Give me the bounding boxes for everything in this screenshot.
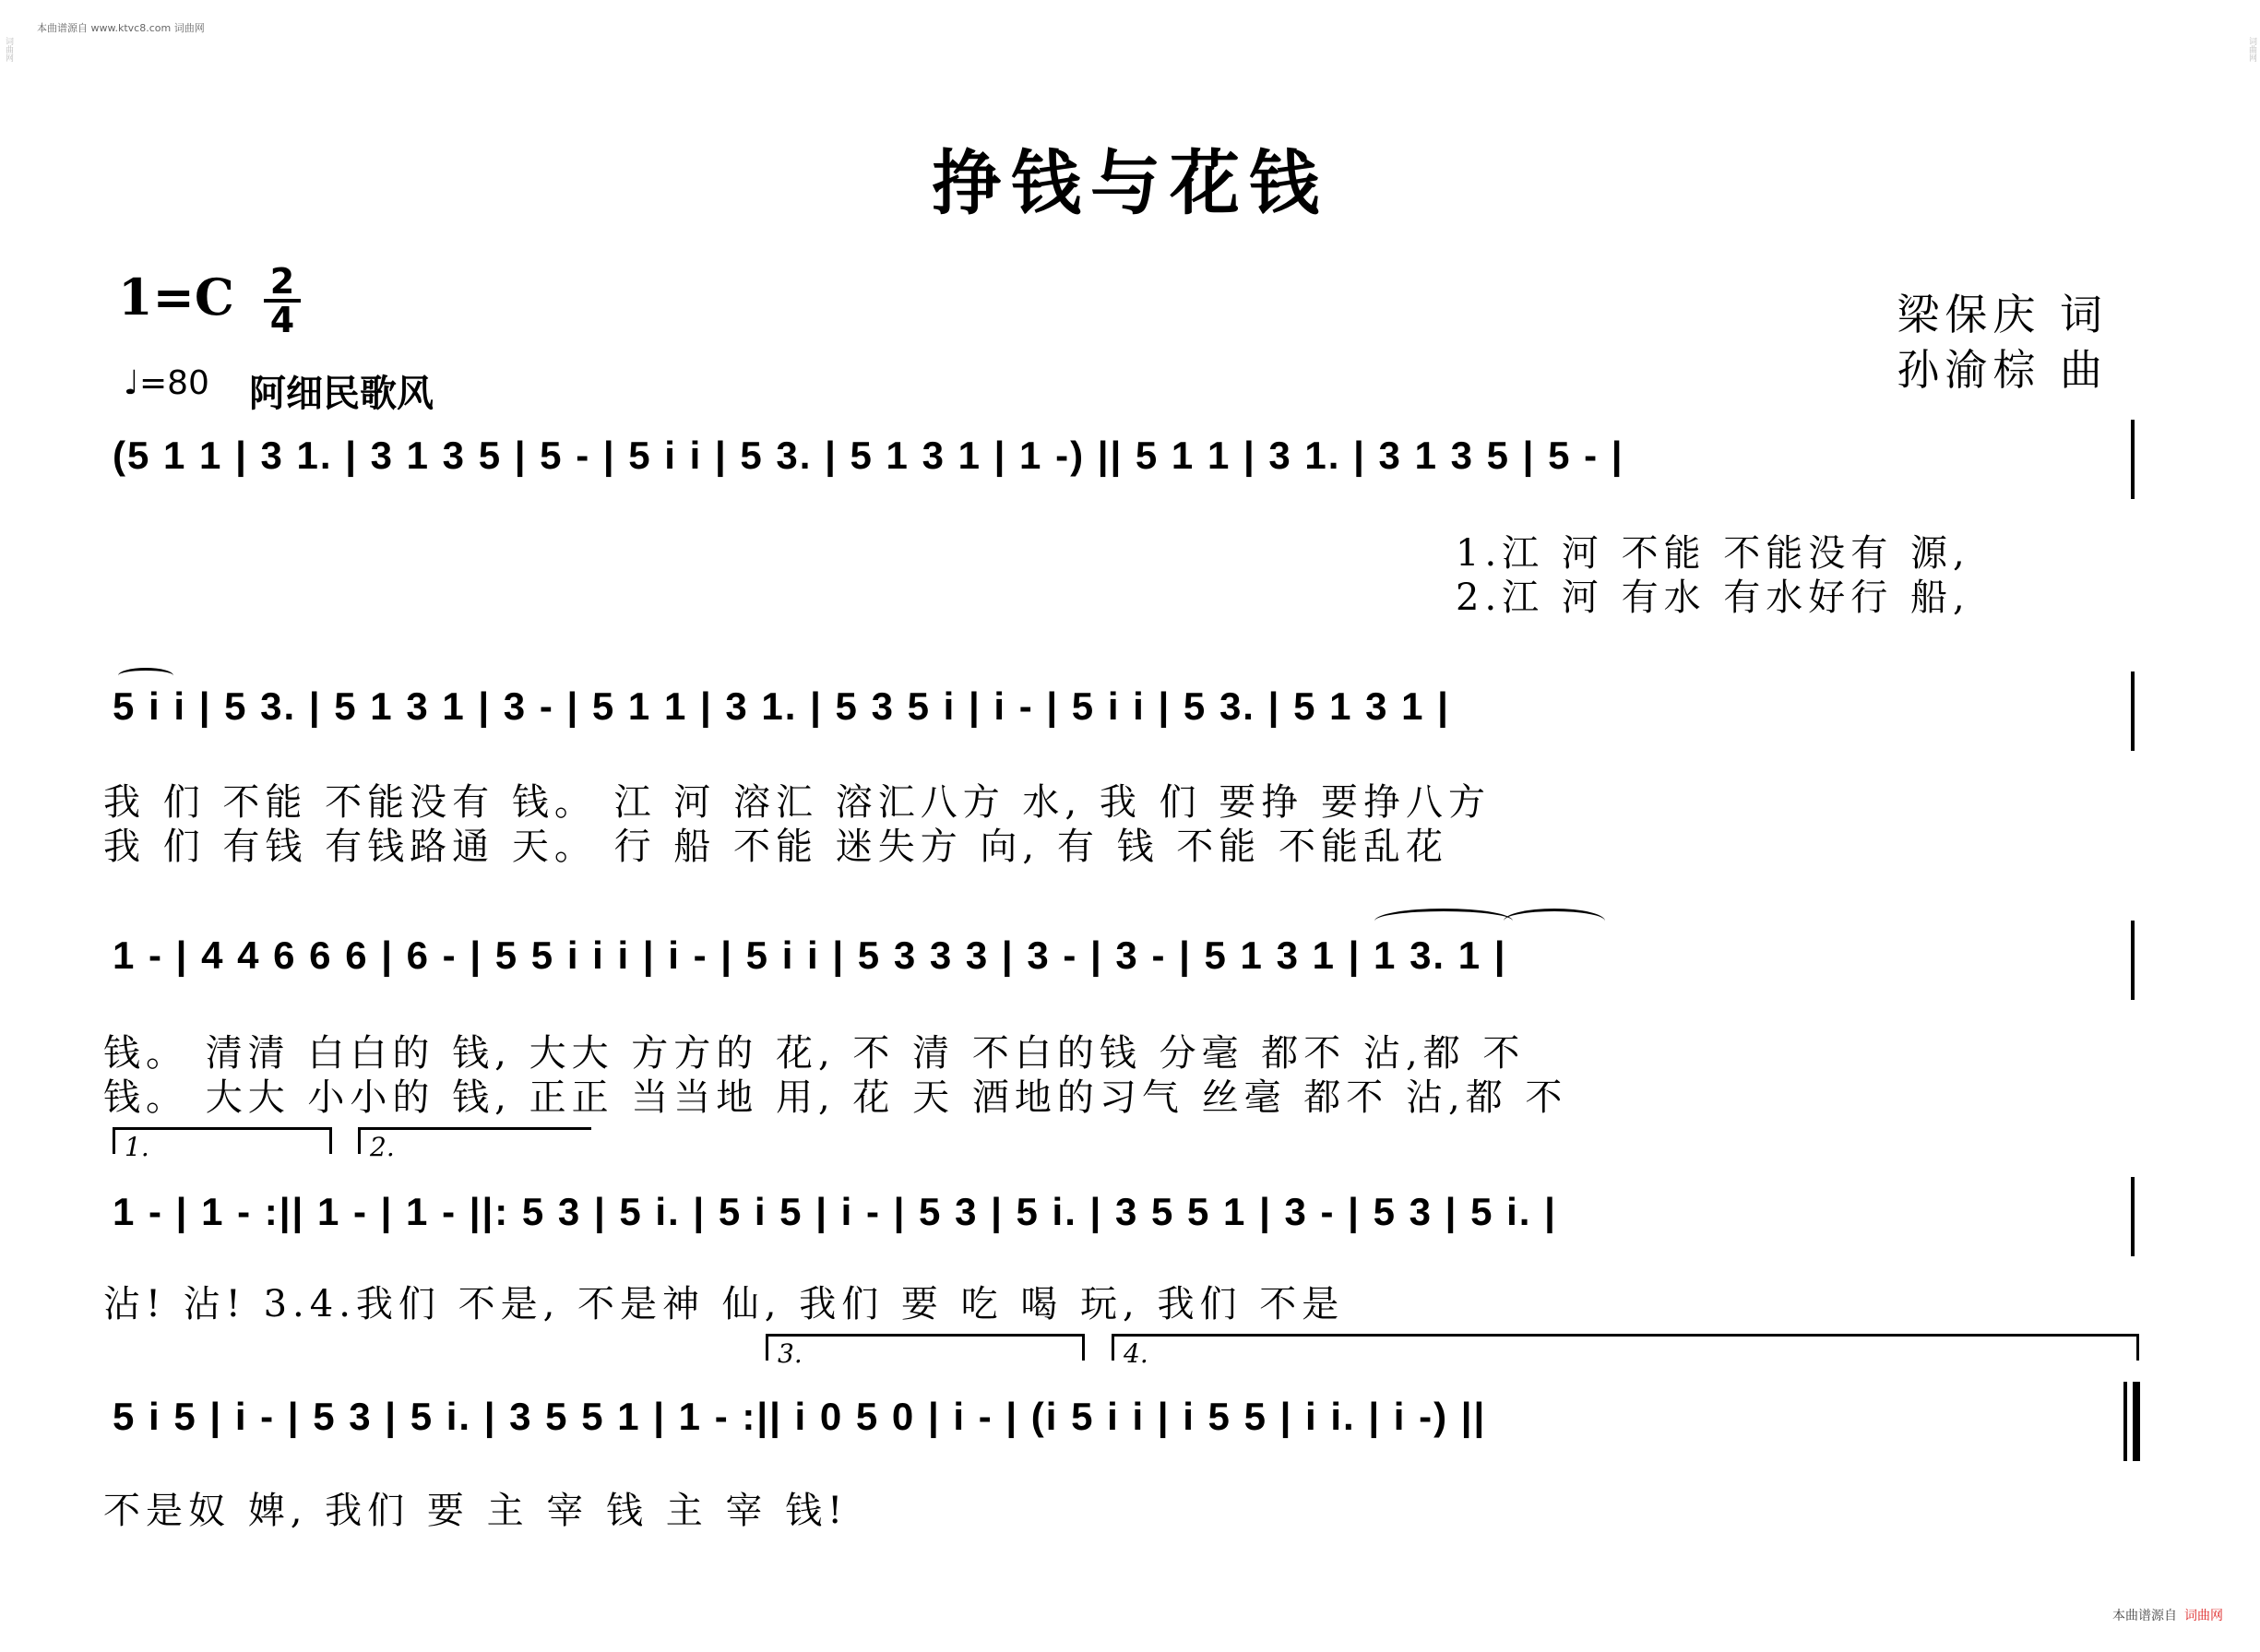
volta-bracket-3	[766, 1334, 1085, 1369]
lyrics-row-5-verse-1: 不是奴 婢, 我们 要 主 宰 钱 主 宰 钱!	[103, 1490, 849, 1532]
volta-label-1: 1.	[125, 1132, 149, 1162]
tie	[1374, 909, 1513, 933]
volta-label-3: 3.	[778, 1338, 803, 1369]
lyrics-row-4-verse-1: 沾! 沾! 3.4.我们 不是, 不是神 仙, 我们 要 吃 喝 玩, 我们 不是	[103, 1283, 1345, 1325]
volta-label-4: 4.	[1124, 1338, 1148, 1369]
slur	[118, 668, 173, 683]
composer-credit: 孙渝棕 曲	[1897, 345, 2108, 395]
lyrics-row-2-verse-2: 我 们 有钱 有钱路通 天。 行 船 不能 迷失方 向, 有 钱 不能 不能乱花	[103, 826, 1449, 868]
notation-row-1: (5 1 1 | 3 1. | 3 1 3 5 | 5 - | 5 i i | 5 3. | 5 1 3 1 | 1 -) || 5 1 1 | 3 1. | 3 1 3 5 | 5 - |	[113, 434, 1624, 477]
time-signature-bottom: 4	[269, 300, 295, 340]
final-barline-thin	[2123, 1382, 2127, 1461]
notation-row-4: 1 - | 1 - :|| 1 - | 1 - ||: 5 3 | 5 i. | 5 i 5 | i - | 5 3 | 5 i. | 3 5 5 1 | 3 - | 5 3 | 5 i. |	[113, 1190, 1557, 1233]
final-barline-thick	[2133, 1382, 2140, 1461]
watermark-bottom-site: 词曲网	[2184, 1609, 2223, 1623]
tempo-marking: ♩=80	[124, 364, 209, 402]
tie	[1504, 909, 1605, 933]
barline	[2131, 1177, 2135, 1256]
watermark-top: 本曲谱源自 www.ktvc8.com 词曲网	[37, 22, 205, 34]
lyrics-row-3-verse-1: 钱。 清清 白白的 钱, 大大 方方的 花, 不 清 不白的钱 分毫 都不 沾,都 不	[103, 1032, 1526, 1075]
barline	[2131, 671, 2135, 751]
notation-row-2: 5 i i | 5 3. | 5 1 3 1 | 3 - | 5 1 1 | 3 1. | 5 3 5 i | i - | 5 i i | 5 3. | 5 1 3 1 |	[113, 684, 1450, 728]
lyrics-row-1-verse-2: 2.江 河 有水 有水好行 船,	[1456, 576, 1970, 619]
watermark-bottom	[2112, 1606, 2223, 1624]
time-signature-top: 2	[264, 264, 301, 303]
watermark-bottom-text: 本曲谱源自	[2112, 1609, 2177, 1623]
key-signature: 1=C	[118, 267, 234, 327]
lyricist-credit: 梁保庆 词	[1897, 290, 2108, 339]
notation-row-5: 5 i 5 | i - | 5 3 | 5 i. | 3 5 5 1 | 1 - :|| i 0 5 0 | i - | (i 5 i i | i 5 5 | i i. | i -) ||	[113, 1395, 1487, 1438]
volta-bracket-2	[358, 1127, 591, 1162]
style-marking: 阿细民歌风	[249, 373, 434, 415]
barline	[2131, 420, 2135, 499]
song-title: 挣钱与花钱	[932, 142, 1328, 224]
barline	[2131, 921, 2135, 1000]
lyrics-row-3-verse-2: 钱。 大大 小小的 钱, 正正 当当地 用, 花 天 酒地的习气 丝毫 都不 沾,都 不	[103, 1076, 1568, 1119]
time-signature	[264, 261, 301, 340]
volta-bracket-4	[1112, 1334, 2139, 1369]
lyrics-row-1-verse-1: 1.江 河 不能 不能没有 源,	[1456, 532, 1970, 575]
side-watermark-right: 词曲网	[2247, 37, 2256, 62]
volta-label-2: 2.	[370, 1132, 395, 1162]
side-watermark-left: 词曲网	[4, 37, 13, 62]
volta-bracket-1	[113, 1127, 332, 1162]
lyrics-row-2-verse-1: 我 们 不能 不能没有 钱。 江 河 溶汇 溶汇八方 水, 我 们 要挣 要挣八方	[103, 781, 1492, 824]
notation-row-3: 1 - | 4 4 6 6 6 | 6 - | 5 5 i i i | i - | 5 i i | 5 3 3 3 | 3 - | 3 - | 5 1 3 1 | 1 3. 1 |	[113, 933, 1507, 977]
